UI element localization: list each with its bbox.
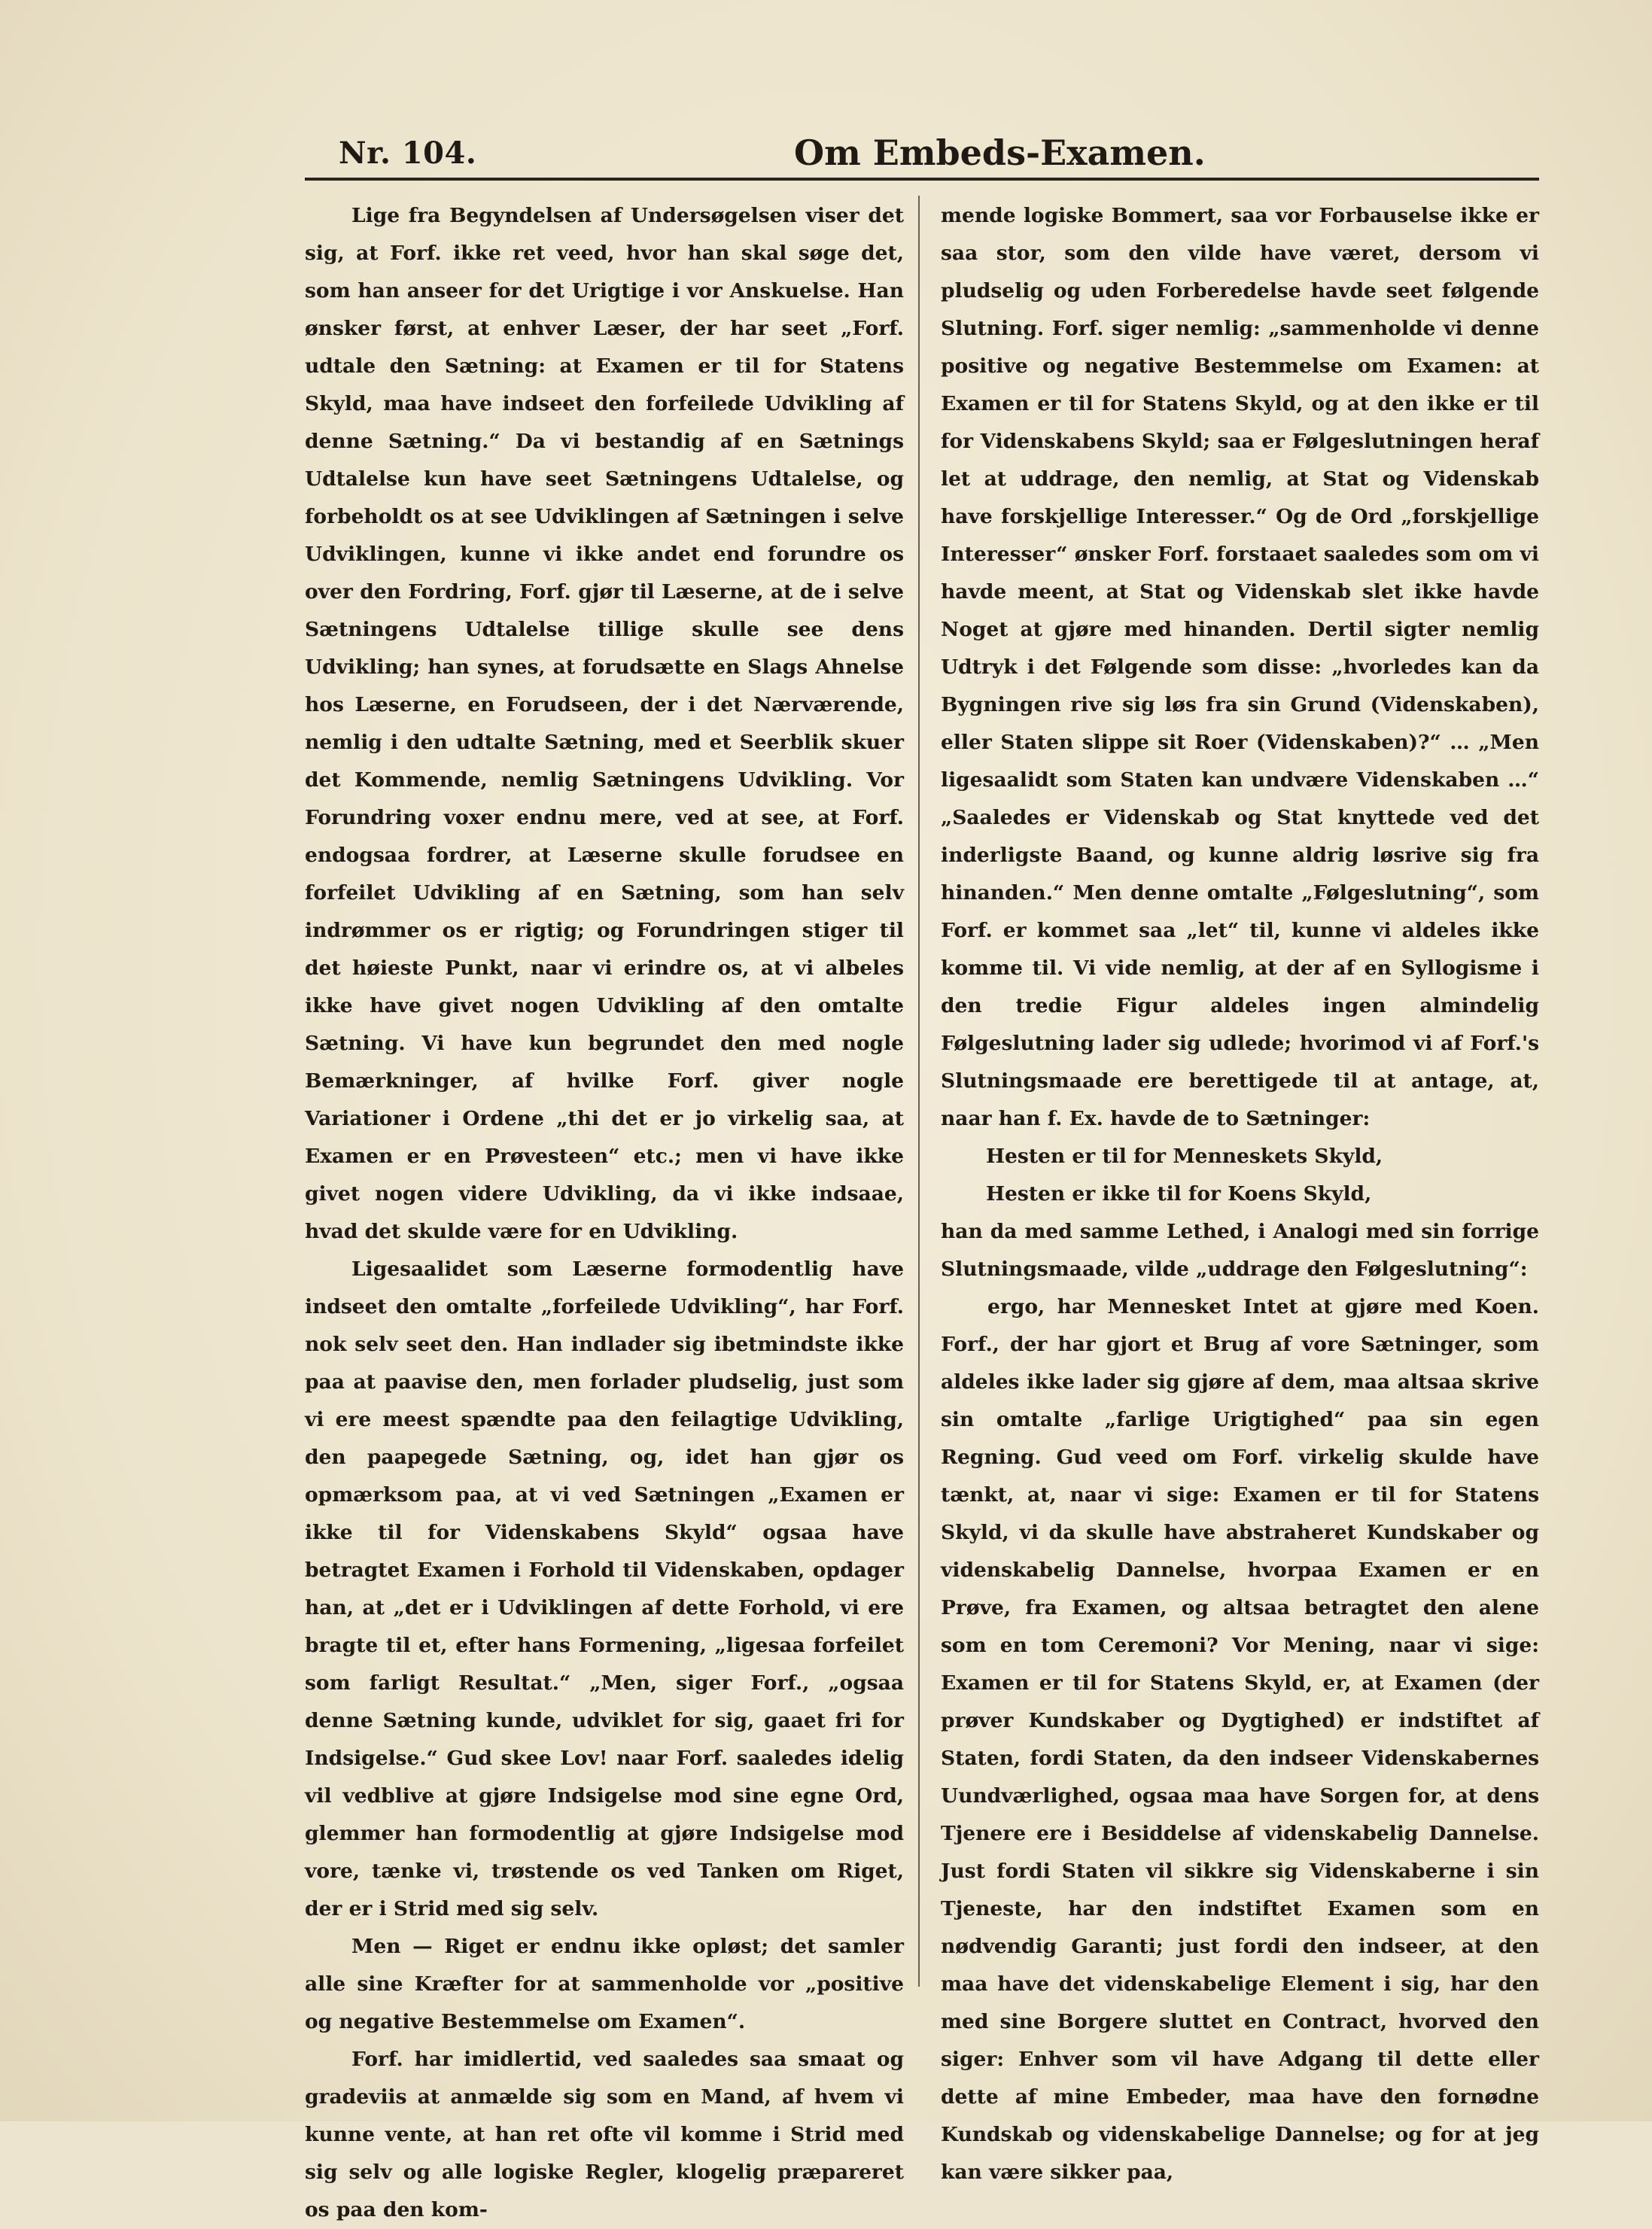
left-paragraph-1: Lige fra Begyndelsen af Undersøgelsen viser det sig, at Forf. ikke ret veed, hvor han skal søge det, som han anseer for det Urigtige i vor Anskuelse. Han ønsker først, at enhver Læser, der har seet „Forf. udtale den Sætning: at Examen er til for Statens Skyld, maa have indseet den forfeilede Udvikling af denne Sætning.“ Da vi bestandig af en Sætnings Udtalelse kun have seet Sætningens Udtalelse, og forbeholdt os at see Udviklingen af Sætningen i selve Udviklingen, kunne vi ikke andet end forundre os over den Fordring, Forf. gjør til Læserne, at de i selve Sætningens Udtalelse tillige skulle see dens Udvikling; han synes, at forudsætte en Slags Ahnelse hos Læserne, en Forudseen, der i det Nærværende, nemlig i den udtalte Sætning, med et Seerblik skuer det Kommende, nemlig Sætningens Udvikling. Vor Forundring voxer endnu mere, ved at see, at Forf. endogsaa fordrer, at Læserne skulle forudsee en forfeilet Udvikling af en Sætning, som han selv indrømmer os er rigtig; og Forundringen stiger til det høieste Punkt, naar vi erindre os, at vi albeles ikke have givet nogen Udvikling af den omtalte Sætning. Vi have kun begrundet den med nogle Bemærkninger, af hvilke Forf. giver nogle Variationer i Ordene „thi det er jo virkelig saa, at Examen er en Prøvesteen“ etc.; men vi have ikke givet nogen videre Udvikling, da vi ikke indsaae, hvad det skulde være for en Udvikling.	[305, 204, 904, 1243]
running-title: Om Embeds-Examen.	[794, 132, 1206, 173]
right-paragraph-3: ergo, har Mennesket Intet at gjøre med Koen. Forf., der har gjort et Brug af vore Sætninger, som aldeles ikke lader sig gjøre af dem, maa altsaa skrive sin omtalte „farlige Urigtighed“ paa sin egen Regning. Gud veed om Forf. virkelig skulde have tænkt, at, naar vi sige: Examen er til for Statens Skyld, vi da skulle have abstraheret Kundskaber og videnskabelig Dannelse, hvorpaa Examen er en Prøve, fra Examen, og altsaa betragtet den alene som en tom Ceremoni? Vor Mening, naar vi sige: Examen er til for Statens Skyld, er, at Examen (der prøver Kundskaber og Dygtighed) er indstiftet af Staten, fordi Staten, da den indseer Videnskabernes Uundværlighed, ogsaa maa have Sorgen for, at dens Tjenere ere i Besiddelse af videnskabelig Dannelse. Just fordi Staten vil sikkre sig Videnskaberne i sin Tjeneste, har den indstiftet Examen som en nødvendig Garanti; just fordi den indseer, at den maa have det videnskabelige Element i sig, har den med sine Borgere sluttet en Contract, hvorved den siger: Enhver som vil have Adgang til dette eller dette af mine Embeder, maa have den fornødne Kundskab og videnskabelige Dannelse; og for at jeg kan være sikker paa,	[941, 1295, 1539, 2184]
column-divider	[918, 196, 920, 1987]
page-number: Nr. 104.	[339, 135, 477, 171]
example-line-2: Hesten er ikke til for Koens Skyld,	[986, 1182, 1372, 1206]
left-column	[305, 197, 904, 2229]
example-line-1: Hesten er til for Menneskets Skyld,	[986, 1145, 1383, 1168]
header-rule	[305, 178, 1539, 181]
right-column	[941, 197, 1539, 2191]
left-paragraph-3: Men — Riget er endnu ikke opløst; det samler alle sine Kræfter for at sammenholde vor „positive og negative Bestemmelse om Examen“.	[305, 1935, 904, 2033]
left-paragraph-2: Ligesaalidet som Læserne formodentlig have indseet den omtalte „forfeilede Udvikling“, har Forf. nok selv seet den. Han indlader sig ibetmindste ikke paa at paavise den, men forlader pludselig, just som vi ere meest spændte paa den feilagtige Udvikling, den paapegede Sætning, og, idet han gjør os opmærksom paa, at vi ved Sætningen „Examen er ikke til for Videnskabens Skyld“ ogsaa have betragtet Examen i Forhold til Videnskaben, opdager han, at „det er i Udviklingen af dette Forhold, vi ere bragte til et, efter hans Formening, „ligesaa forfeilet som farligt Resultat.“ „Men, siger Forf., „ogsaa denne Sætning kunde, udviklet for sig, gaaet fri for Indsigelse.“ Gud skee Lov! naar Forf. saaledes idelig vil vedblive at gjøre Indsigelse mod sine egne Ord, glemmer han formodentlig at gjøre Indsigelse mod vore, tænke vi, trøstende os ved Tanken om Riget, der er i Strid med sig selv.	[305, 1257, 904, 1920]
right-paragraph-2: han da med samme Lethed, i Analogi med sin forrige Slutningsmaade, vilde „uddrage den Følgeslutning“:	[941, 1220, 1539, 1281]
right-paragraph-1: mende logiske Bommert, saa vor Forbauselse ikke er saa stor, som den vilde have været, dersom vi pludselig og uden Forberedelse havde seet følgende Slutning. Forf. siger nemlig: „sammenholde vi denne positive og negative Bestemmelse om Examen: at Examen er til for Statens Skyld, og at den ikke er til for Videnskabens Skyld; saa er Følgeslutningen heraf let at uddrage, den nemlig, at Stat og Videnskab have forskjellige Interesser.“ Og de Ord „forskjellige Interesser“ ønsker Forf. forstaaet saaledes som om vi havde meent, at Stat og Videnskab slet ikke havde Noget at gjøre med hinanden. Dertil sigter nemlig Udtryk i det Følgende som disse: „hvorledes kan da Bygningen rive sig løs fra sin Grund (Videnskaben), eller Staten slippe sit Roer (Videnskaben)?“ … „Men ligesaalidt som Staten kan undvære Videnskaben …“ „Saaledes er Videnskab og Stat knyttede ved det inderligste Baand, og kunne aldrig løsrive sig fra hinanden.“ Men denne omtalte „Følgeslutning“, som Forf. er kommet saa „let“ til, kunne vi aldeles ikke komme til. Vi vide nemlig, at der af en Syllogisme i den tredie Figur aldeles ingen almindelig Følgeslutning lader sig udlede; hvorimod vi af Forf.'s Slutningsmaade ere berettigede til at antage, at, naar han f. Ex. havde de to Sætninger:	[941, 204, 1539, 1130]
left-paragraph-4: Forf. har imidlertid, ved saaledes saa smaat og gradeviis at anmælde sig som en Mand, af hvem vi kunne vente, at han ret ofte vil komme i Strid med sig selv og alle logiske Regler, klogelig præpareret os paa den kom-	[305, 2048, 904, 2221]
page-header	[305, 128, 1539, 181]
